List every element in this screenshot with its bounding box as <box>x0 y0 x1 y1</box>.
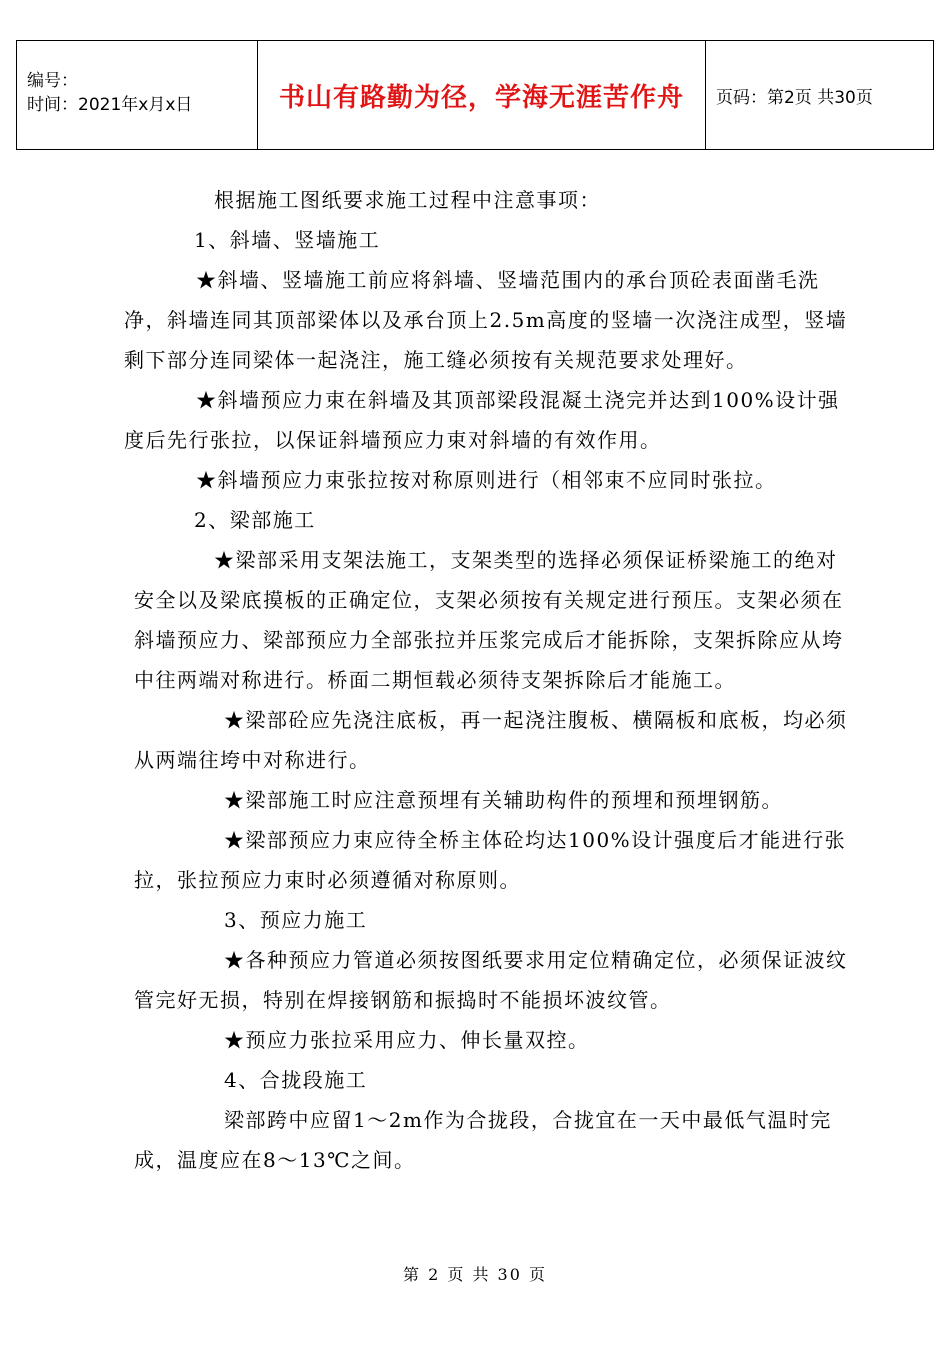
section-4-title: 4、合拢段施工 <box>224 1068 368 1092</box>
section-2-title: 2、梁部施工 <box>194 508 316 532</box>
section-1-title: 1、斜墙、竖墙施工 <box>194 228 381 252</box>
section-3-title: 3、预应力施工 <box>224 908 368 932</box>
page-header <box>16 40 934 150</box>
section-1-paragraph-3: ★斜墙预应力束张拉按对称原则进行（相邻束不应同时张拉。 <box>196 468 777 492</box>
section-2-paragraph-1: ★梁部采用支架法施工，支架类型的选择必须保证桥梁施工的绝对安全以及梁底摸板的正确定位，支架必须按有关规定进行预压。支架必须在斜墙预应力、梁部预应力全部张拉并压浆完成后才能拆除，支架拆除应从垮中往两端对称进行。桥面二期恒载必须待支架拆除后才能施工。 <box>134 548 844 692</box>
document-body <box>124 180 854 1180</box>
section-3-paragraph-1: ★各种预应力管道必须按图纸要求用定位精确定位，必须保证波纹管完好无损，特别在焊接钢筋和振捣时不能损坏波纹管。 <box>134 948 848 1012</box>
section-2-paragraph-2: ★梁部砼应先浇注底板，再一起浇注腹板、横隔板和底板，均必须从两端往垮中对称进行。 <box>134 708 848 772</box>
document-time-label: 时间：2021年x月x日 <box>27 95 193 115</box>
document-number-label: 编号： <box>27 71 78 91</box>
section-1-paragraph-1: ★斜墙、竖墙施工前应将斜墙、竖墙范围内的承台顶砼表面凿毛洗净，斜墙连同其顶部梁体以及承台顶上2.5m高度的竖墙一次浇注成型，竖墙剩下部分连同梁体一起浇注，施工缝必须按有关规范要求处理好。 <box>124 268 848 372</box>
header-meta <box>17 41 258 149</box>
section-1-paragraph-2: ★斜墙预应力束在斜墙及其顶部梁段混凝土浇完并达到100%设计强度后先行张拉，以保证斜墙预应力束对斜墙的有效作用。 <box>124 388 840 452</box>
header-page-info: 页码：第2页 共30页 <box>716 87 873 108</box>
page-footer: 第 2 页 共 30 页 <box>403 1265 547 1284</box>
section-2-paragraph-3: ★梁部施工时应注意预埋有关辅助构件的预埋和预埋钢筋。 <box>224 788 783 812</box>
section-4-paragraph-1: 梁部跨中应留1～2m作为合拢段，合拢宜在一天中最低气温时完成，温度应在8～13℃之间。 <box>134 1108 832 1172</box>
section-3-paragraph-2: ★预应力张拉采用应力、伸长量双控。 <box>224 1028 590 1052</box>
header-motto: 书山有路勤为径，学海无涯苦作舟 <box>258 41 706 149</box>
section-2-paragraph-4: ★梁部预应力束应待全桥主体砼均达100%设计强度后才能进行张拉，张拉预应力束时必须遵循对称原则。 <box>134 828 847 892</box>
intro-paragraph: 根据施工图纸要求施工过程中注意事项： <box>214 188 601 212</box>
